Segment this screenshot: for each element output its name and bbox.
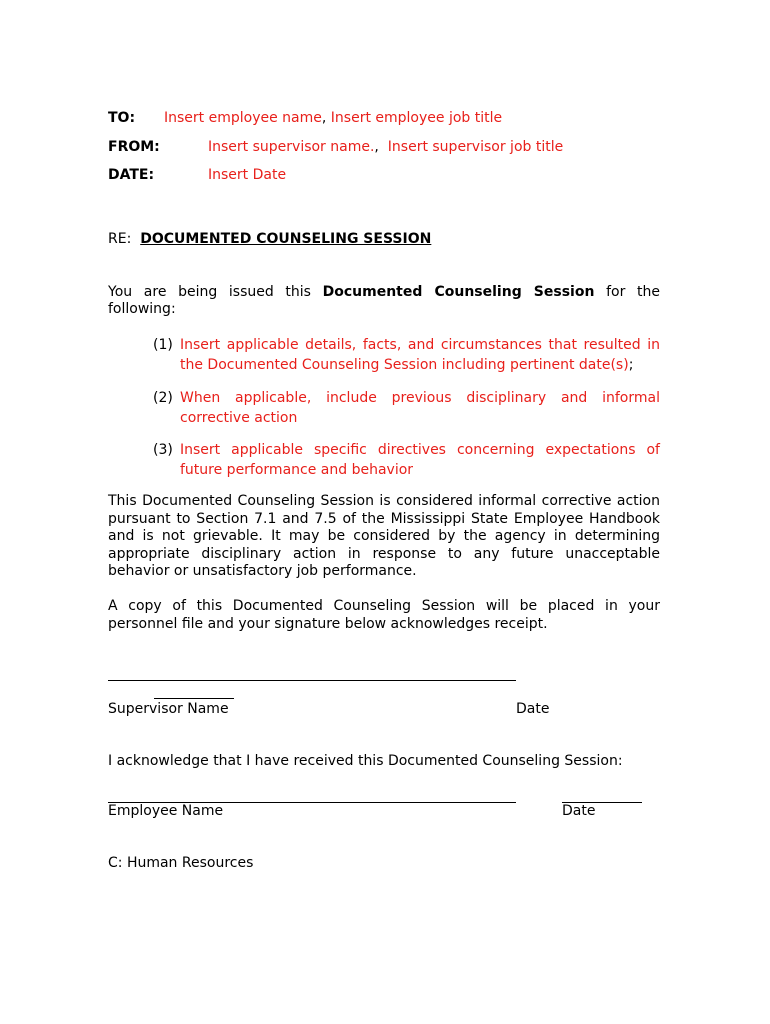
intro-suffix: for the following:	[108, 284, 660, 317]
cc-line: C: Human Resources	[108, 855, 254, 871]
to-employee-job-title[interactable]: Insert employee job title	[330, 110, 503, 126]
re-line	[108, 231, 431, 247]
to-line	[164, 110, 502, 126]
list-item-text[interactable]: Insert applicable details, facts, and circumstances that resulted in the Documented Counseling Session including pertinent date(s)	[180, 337, 660, 373]
re-label: RE:	[108, 231, 132, 247]
to-label: TO:	[108, 110, 136, 126]
re-subject: DOCUMENTED COUNSELING SESSION	[140, 231, 432, 247]
list-item	[153, 440, 660, 480]
from-line	[208, 139, 563, 155]
date-value[interactable]: Insert Date	[208, 167, 287, 183]
supervisor-name-label: Supervisor Name	[108, 701, 229, 717]
from-supervisor-job-title[interactable]: Insert supervisor job title	[387, 139, 564, 155]
employee-date-label: Date	[562, 803, 596, 819]
intro-prefix: You are being issued this	[108, 284, 323, 300]
acknowledgement-text: I acknowledge that I have received this Documented Counseling Session:	[108, 753, 623, 769]
employee-name-label: Employee Name	[108, 803, 224, 819]
list-item-tail: ;	[628, 357, 634, 373]
intro-paragraph	[108, 284, 660, 318]
from-separator: ,	[374, 139, 379, 155]
from-supervisor-name[interactable]: Insert supervisor name.	[208, 139, 375, 155]
list-item-number: (2)	[153, 390, 173, 406]
to-separator: ,	[321, 110, 327, 126]
list-item-text[interactable]: When applicable, include previous disciplinary and informal corrective action	[180, 390, 660, 426]
list-item	[153, 335, 660, 375]
supervisor-signature-line[interactable]	[108, 680, 516, 681]
list-item-number: (1)	[153, 337, 173, 353]
supervisor-date-line[interactable]	[154, 698, 234, 699]
list-item-text[interactable]: Insert applicable specific directives concerning expectations of future performance and behavior	[180, 442, 660, 478]
to-employee-name[interactable]: Insert employee name	[164, 110, 322, 126]
list-item-number: (3)	[153, 442, 173, 458]
policy-paragraph: This Documented Counseling Session is considered informal corrective action pursuant to Section 7.1 and 7.5 of the Mississippi State Employee Handbook and is not grievable. It may be considered by the agency in determining appropriate disciplinary action in response to any future unacceptable behavior or unsatisfactory job performance.	[108, 493, 660, 579]
supervisor-date-label: Date	[516, 701, 550, 717]
from-label: FROM:	[108, 139, 160, 155]
list-item	[153, 388, 660, 428]
copy-paragraph: A copy of this Documented Counseling Session will be placed in your personnel file and your signature below acknowledges receipt.	[108, 598, 660, 632]
date-label: DATE:	[108, 167, 155, 183]
intro-bold: Documented Counseling Session	[322, 284, 595, 300]
